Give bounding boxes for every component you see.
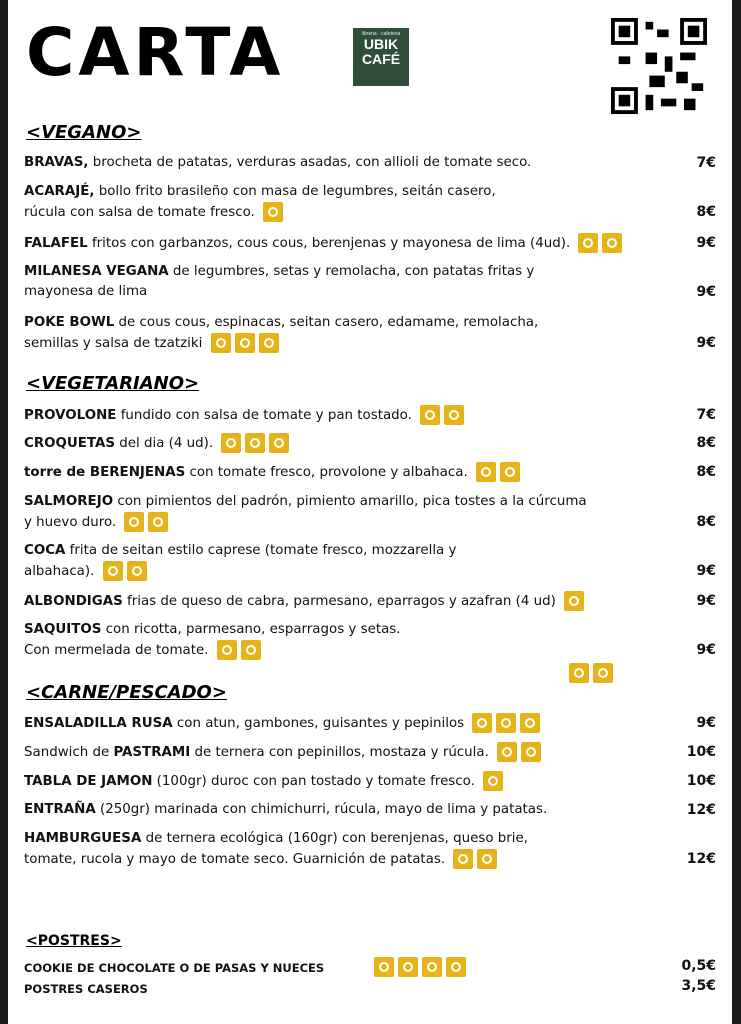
- allergen-mustard-icon: [521, 742, 541, 762]
- logo-line1: UBIK: [363, 36, 399, 52]
- allergen-gluten-icon: [420, 405, 440, 425]
- section-vegano: <VEGANO>: [26, 122, 142, 143]
- allergen-gluten-icon: [124, 512, 144, 532]
- price-milanesa: 9€: [696, 284, 716, 300]
- price-saquitos: 9€: [696, 642, 716, 658]
- allergen-mustard-icon: [235, 333, 255, 353]
- price-coca: 9€: [696, 563, 716, 579]
- price-albondigas: 9€: [696, 593, 716, 609]
- price-salmorejo: 8€: [696, 514, 716, 530]
- allergen-gluten-icon: [500, 462, 520, 482]
- allergen-mustard-icon: [269, 433, 289, 453]
- allergen-lactose-icon: [422, 957, 442, 977]
- section-carne-pescado: <CARNE/PESCADO>: [26, 682, 227, 703]
- price-croquetas: 8€: [696, 435, 716, 451]
- allergen-gluten-icon: [217, 640, 237, 660]
- menu-item-albondigas: ALBONDIGAS frias de queso de cabra, parmesano, eparragos y azafran (4 ud): [24, 591, 724, 612]
- allergen-nuts-icon: [211, 333, 231, 353]
- allergen-gluten-icon: [497, 742, 517, 762]
- allergen-egg-icon: [520, 713, 540, 733]
- allergen-gluten-icon: [483, 771, 503, 791]
- allergen-lactose-icon: [127, 561, 147, 581]
- logo-small-text: libreria · cafeteria: [361, 31, 401, 37]
- menu-item-coca: COCA frita de seitan estilo caprese (tomate fresco, mozzarella y albahaca).: [24, 543, 457, 579]
- menu-item-falafel: FALAFEL fritos con garbanzos, cous cous, berenjenas y mayonesa de lima (4ud).: [24, 233, 724, 254]
- menu-item-hamburguesa: HAMBURGUESA de ternera ecológica (160gr) con berenjenas, queso brie, tomate, rucola y mayo de tomate seco. Guarnición de patatas.: [24, 831, 529, 867]
- price-acaraje: 8€: [696, 204, 716, 220]
- allergen-lactose-icon: [476, 462, 496, 482]
- menu-item-saquitos: SAQUITOS con ricotta, parmesano, esparragos y setas. Con mermelada de tomate.: [24, 622, 401, 658]
- menu-item-entrana: ENTRAÑA (250gr) marinada con chimichurri, rúcula, mayo de lima y patatas.: [24, 802, 548, 817]
- price-pastrami: 10€: [686, 744, 716, 760]
- menu-item-acaraje: ACARAJÉ, bollo frito brasileño con masa de legumbres, seitán casero, rúcula con salsa de tomate fresco.: [24, 184, 496, 220]
- price-entrana: 12€: [686, 802, 716, 818]
- section-vegetariano: <VEGETARIANO>: [26, 373, 200, 394]
- menu-item-ensaladilla: ENSALADILLA RUSA con atun, gambones, guisantes y pepinilos: [24, 713, 724, 734]
- price-falafel: 9€: [696, 235, 716, 251]
- price-jamon: 10€: [686, 773, 716, 789]
- price-bravas: 7€: [696, 155, 716, 171]
- menu-item-provolone: PROVOLONE fundido con salsa de tomate y pan tostado.: [24, 405, 724, 426]
- price-hamburguesa: 12€: [686, 851, 716, 867]
- menu-item-salmorejo: SALMOREJO con pimientos del padrón, pimiento amarillo, pica tostes a la cúrcuma y huevo duro.: [24, 494, 587, 530]
- page-title: CARTA: [26, 14, 285, 91]
- allergen-mustard-icon: [472, 713, 492, 733]
- allergen-fish-icon: [569, 663, 589, 683]
- menu-item-croquetas: CROQUETAS del dia (4 ud).: [24, 433, 724, 454]
- menu-item-bravas: BRAVAS, brocheta de patatas, verduras asadas, con allioli de tomate seco.: [24, 155, 532, 170]
- menu-item-berenjenas: torre de BERENJENAS con tomate fresco, provolone y albahaca.: [24, 462, 724, 483]
- allergen-gluten-icon: [496, 713, 516, 733]
- allergen-group-top: [565, 662, 613, 683]
- dessert-caseros: POSTRES CASEROS: [24, 982, 148, 996]
- dessert-cookie: COOKIE DE CHOCOLATE O DE PASAS Y NUECES: [24, 961, 325, 975]
- price-poke: 9€: [696, 335, 716, 351]
- allergen-gluten-icon: [446, 957, 466, 977]
- allergen-lactose-icon: [221, 433, 241, 453]
- allergen-nuts-icon: [398, 957, 418, 977]
- allergen-lactose-icon: [477, 849, 497, 869]
- menu-item-poke: POKE BOWL de cous cous, espinacas, seitan casero, edamame, remolacha, semillas y salsa de tzatziki: [24, 315, 539, 351]
- allergen-crustacean-icon: [593, 663, 613, 683]
- price-berenjenas: 8€: [696, 464, 716, 480]
- ubik-cafe-logo: [353, 28, 409, 86]
- menu-item-pastrami: Sandwich de PASTRAMI de ternera con pepinillos, mostaza y rúcula.: [24, 742, 724, 763]
- allergen-gluten-icon: [103, 561, 123, 581]
- price-provolone: 7€: [696, 407, 716, 423]
- section-postres: <POSTRES>: [26, 933, 122, 949]
- menu-item-jamon: TABLA DE JAMON (100gr) duroc con pan tostado y tomate fresco.: [24, 771, 724, 792]
- price-ensaladilla: 9€: [696, 715, 716, 731]
- menu-item-milanesa: MILANESA VEGANA de legumbres, setas y remolacha, con patatas fritas y mayonesa de lima: [24, 264, 535, 299]
- price-caseros: 3,5€: [681, 978, 716, 994]
- allergen-lactose-icon: [241, 640, 261, 660]
- allergen-egg-icon: [374, 957, 394, 977]
- allergen-egg-icon: [148, 512, 168, 532]
- allergen-gluten-icon: [263, 202, 283, 222]
- logo-line2: CAFÉ: [361, 51, 401, 67]
- allergen-gluten-icon: [245, 433, 265, 453]
- allergen-lactose-icon: [444, 405, 464, 425]
- menu-page: [8, 0, 732, 1024]
- price-cookie: 0,5€: [681, 958, 716, 974]
- allergen-lactose-icon: [564, 591, 584, 611]
- dessert-allergens: [370, 956, 466, 977]
- allergen-gluten-icon: [259, 333, 279, 353]
- allergen-mustard-icon: [602, 233, 622, 253]
- allergen-gluten-icon: [578, 233, 598, 253]
- qr-code-icon[interactable]: [611, 18, 707, 114]
- allergen-gluten-icon: [453, 849, 473, 869]
